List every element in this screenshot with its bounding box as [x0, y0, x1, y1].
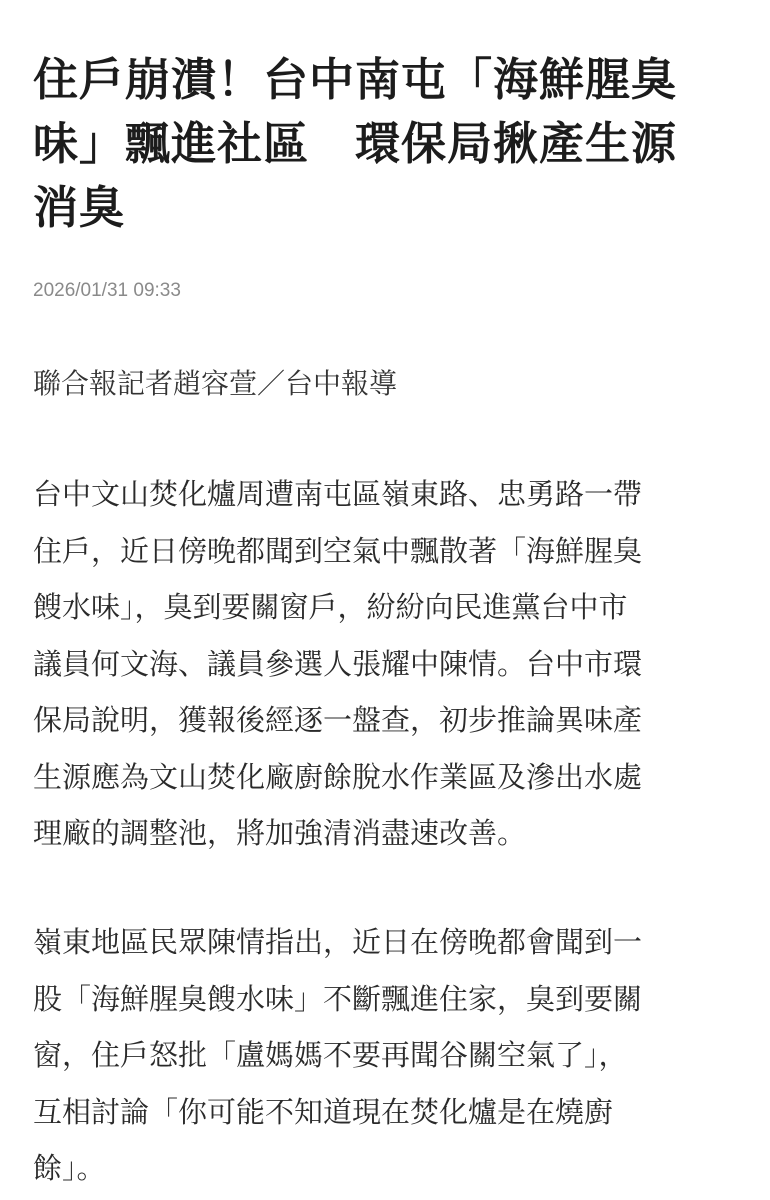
paragraph-line: 互相討論「你可能不知道現在焚化爐是在燒廚 — [33, 1094, 614, 1129]
headline-line: 住戶崩潰！台中南屯「海鮮腥臭 — [33, 53, 678, 106]
paragraph-line: 住戶，近日傍晚都聞到空氣中飄散著「海鮮腥臭 — [33, 533, 643, 568]
byline: 聯合報記者趙容萱／台中報導 — [33, 367, 398, 400]
body-paragraph — [33, 466, 743, 862]
paragraph-line: 理廠的調整池，將加強清消盡速改善。 — [33, 816, 527, 850]
publish-timestamp: 2026/01/31 09:33 — [33, 280, 181, 301]
paragraph-line: 餘」。 — [33, 1151, 106, 1185]
paragraph-line: 台中文山焚化爐周遭南屯區嶺東路、忠勇路一帶 — [33, 477, 643, 511]
headline — [33, 48, 743, 240]
paragraph-line: 股「海鮮腥臭餿水味」不斷飄進住家，臭到要關 — [33, 981, 643, 1016]
paragraph-line: 保局說明，獲報後經逐一盤查，初步推論異味產 — [33, 703, 643, 737]
paragraph-line: 嶺東地區民眾陳情指出，近日在傍晚都會聞到一 — [33, 925, 643, 959]
paragraph-line: 議員何文海、議員參選人張耀中陳情。台中市環 — [33, 646, 643, 681]
headline-line: 消臭 — [33, 181, 126, 234]
body-paragraph — [33, 914, 743, 1197]
headline-line: 味」飄進社區 環保局揪產生源 — [33, 117, 678, 170]
paragraph-line: 餿水味」，臭到要關窗戶，紛紛向民進黨台中市 — [33, 590, 628, 624]
paragraph-line: 窗，住戶怒批「盧媽媽不要再聞谷關空氣了」， — [33, 1038, 628, 1072]
paragraph-line: 生源應為文山焚化廠廚餘脫水作業區及滲出水處 — [33, 759, 643, 794]
